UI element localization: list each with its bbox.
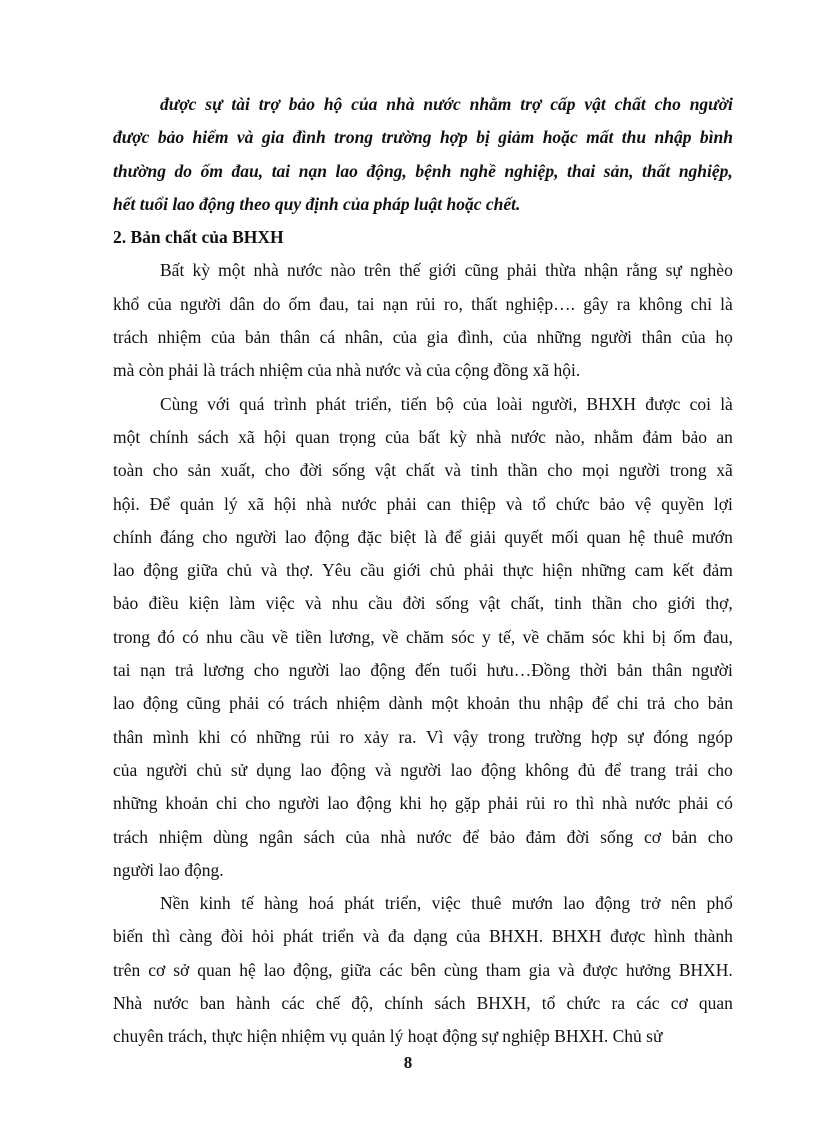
paragraph-3 <box>113 887 733 1053</box>
section-heading: 2. Bản chất của BHXH <box>113 227 284 248</box>
paragraph-line: Nhà nước ban hành các chế độ, chính sách BHXH, tổ chức ra các cơ quan <box>113 993 733 1014</box>
paragraph-line: thân mình khi có những rủi ro xảy ra. Vì vậy trong trường hợp sự đóng ngóp <box>113 726 733 747</box>
definition-line: được bảo hiểm và gia đình trong trường hợp bị giảm hoặc mất thu nhập bình <box>113 127 733 148</box>
paragraph-line: tai nạn trả lương cho người lao động đến tuổi hưu…Đồng thời bản thân người <box>113 660 733 681</box>
definition-line: được sự tài trợ bảo hộ của nhà nước nhằm trợ cấp vật chất cho người <box>160 94 733 114</box>
paragraph-line: lao động cũng phải có trách nhiệm dành một khoản thu nhập để chi trả cho bản <box>113 693 733 714</box>
paragraph-line: trách nhiệm dùng ngân sách của nhà nước để bảo đảm đời sống cơ bản cho <box>113 826 733 847</box>
paragraph-line: trên cơ sở quan hệ lao động, giữa các bên cùng tham gia và được hưởng BHXH. <box>113 959 733 980</box>
page-number: 8 <box>403 1053 413 1072</box>
paragraph-line: chính đáng cho người lao động đặc biệt là để giải quyết mối quan hệ thuê mướn <box>113 526 733 547</box>
paragraph-line: những khoản chi cho người lao động khi họ gặp phải rủi ro thì nhà nước phải có <box>113 793 733 814</box>
paragraph-line: một chính sách xã hội quan trọng của bất kỳ nhà nước nào, nhằm đảm bảo an <box>113 426 733 447</box>
paragraph-line: của người chủ sử dụng lao động và người lao động không đủ để trang trải cho <box>113 759 733 780</box>
definition-line: thường do ốm đau, tai nạn lao động, bệnh nghề nghiệp, thai sản, thất nghiệp, <box>113 160 733 181</box>
document-page <box>113 88 733 1054</box>
paragraph-line: Bất kỳ một nhà nước nào trên thế giới cũng phải thừa nhận rằng sự nghèo <box>160 260 733 281</box>
paragraph-line: trách nhiệm của bản thân cá nhân, của gia đình, của những người thân của họ <box>113 327 733 348</box>
paragraph-line: khổ của người dân do ốm đau, tai nạn rủi ro, thất nghiệp…. gây ra không chỉ là <box>113 293 733 314</box>
definition-text <box>113 88 733 221</box>
paragraph-line: người lao động. <box>113 859 224 880</box>
paragraph-1 <box>113 254 733 387</box>
paragraph-line: biến thì càng đòi hỏi phát triển và đa dạng của BHXH. BHXH được hình thành <box>113 926 733 947</box>
paragraph-line: trong đó có nhu cầu về tiền lương, về chăm sóc y tế, về chăm sóc khi bị ốm đau, <box>113 626 733 647</box>
paragraph-2 <box>113 388 733 887</box>
paragraph-line: mà còn phải là trách nhiệm của nhà nước và của cộng đồng xã hội. <box>113 360 581 381</box>
paragraph-line: hội. Để quản lý xã hội nhà nước phải can thiệp và tổ chức bảo vệ quyền lợi <box>113 493 733 514</box>
paragraph-line: Nền kinh tế hàng hoá phát triển, việc thuê mướn lao động trở nên phổ <box>160 893 733 914</box>
paragraph-line: lao động giữa chủ và thợ. Yêu cầu giới chủ phải thực hiện những cam kết đảm <box>113 560 733 581</box>
definition-line: hết tuổi lao động theo quy định của pháp luật hoặc chết. <box>113 193 521 214</box>
paragraph-line: chuyên trách, thực hiện nhiệm vụ quản lý hoạt động sự nghiệp BHXH. Chủ sử <box>113 1026 663 1047</box>
paragraph-line: Cùng với quá trình phát triển, tiến bộ của loài người, BHXH được coi là <box>160 393 733 414</box>
paragraph-line: toàn cho sản xuất, cho đời sống vật chất và tinh thần cho mọi người trong xã <box>113 460 733 481</box>
paragraph-line: bảo điều kiện làm việc và nhu cầu đời sống vật chất, tinh thần cho giới thợ, <box>113 593 733 614</box>
